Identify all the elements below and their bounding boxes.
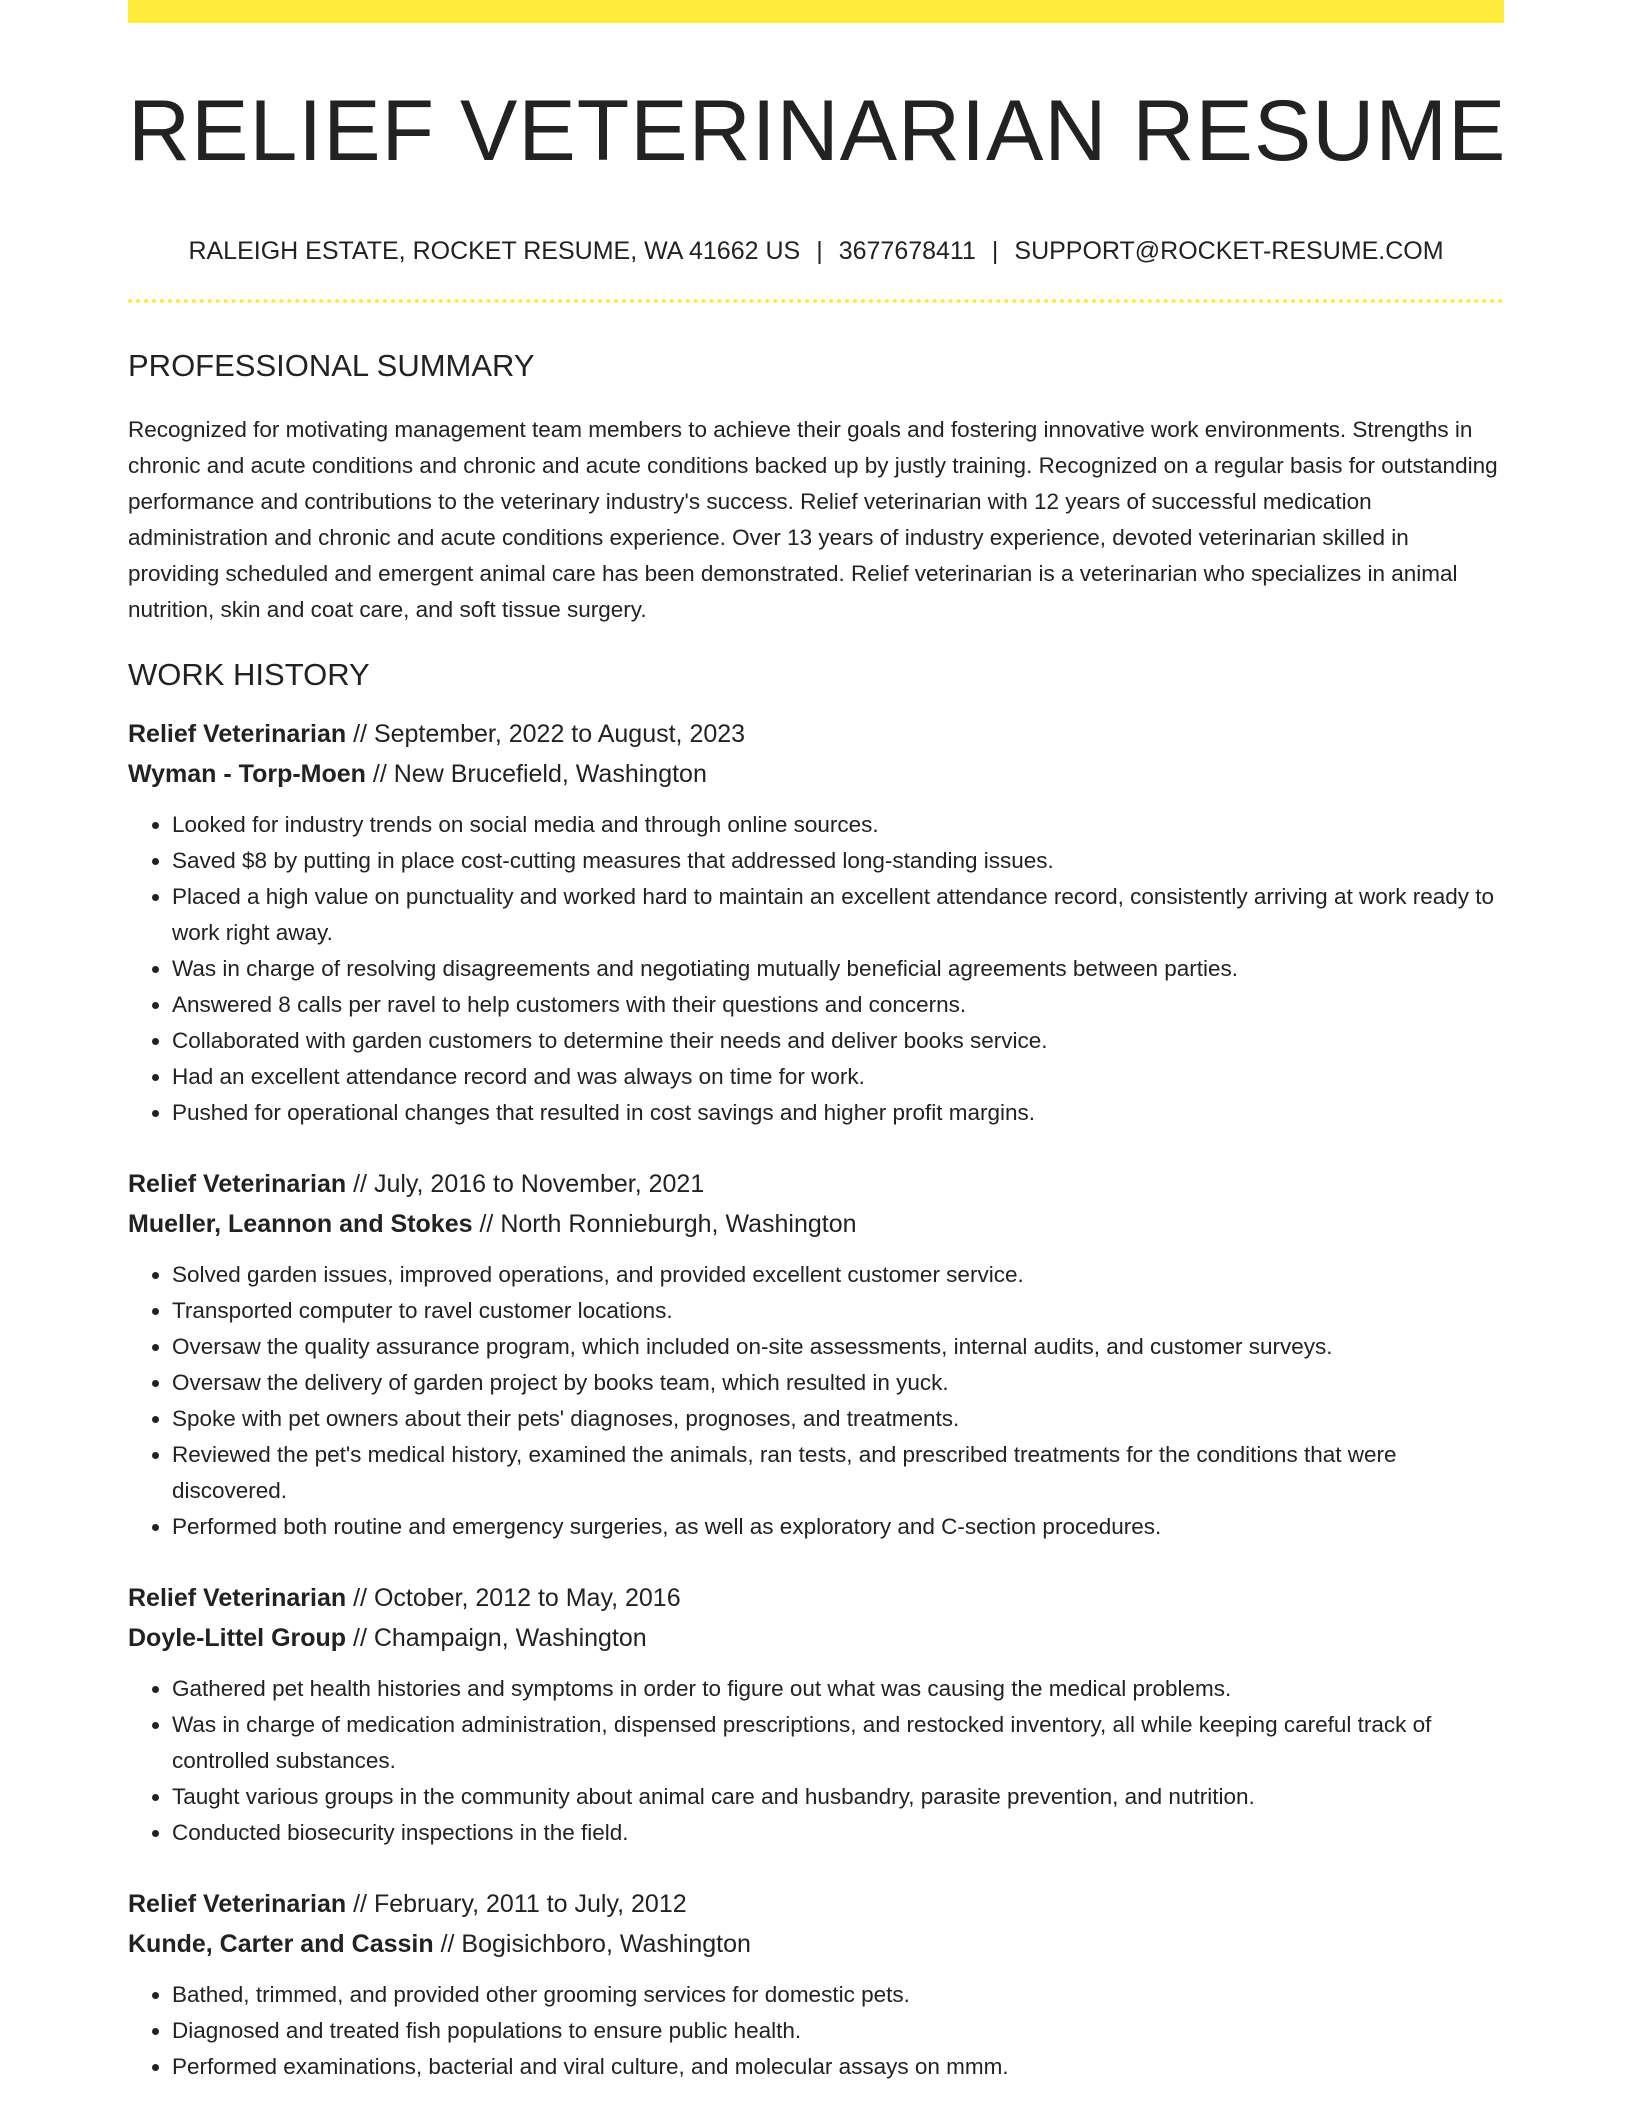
job-bullet: • Reviewed the pet's medical history, examined the animals, ran tests, and prescribed treatments for the conditions that were discovered. [172,1437,1504,1509]
job-company-line [128,754,1504,794]
job-bullet: • Had an excellent attendance record and was always on time for work. [172,1059,1504,1095]
job-location: // North Ronnieburgh, Washington [472,1210,857,1238]
job-bullet-list [128,807,1504,1131]
job-bullet: • Was in charge of resolving disagreements and negotiating mutually beneficial agreements between parties. [172,951,1504,987]
job-bullet: • Looked for industry trends on social media and through online sources. [172,807,1504,843]
job-bullet: • Was in charge of medication administration, dispensed prescriptions, and restocked inventory, all while keeping careful track of controlled substances. [172,1707,1504,1779]
header-divider [128,299,1504,303]
job-bullet: • Oversaw the delivery of garden project by books team, which resulted in yuck. [172,1365,1504,1401]
contact-separator: | [816,237,823,265]
job-dates: // October, 2012 to May, 2016 [346,1584,681,1612]
job-entry [128,714,1504,1131]
job-dates: // February, 2011 to July, 2012 [346,1890,687,1918]
job-title: Relief Veterinarian [128,1890,347,1918]
job-dates: // July, 2016 to November, 2021 [346,1170,705,1198]
summary-heading: PROFESSIONAL SUMMARY [128,348,535,383]
job-title: Relief Veterinarian [128,1170,347,1198]
job-bullet: • Performed both routine and emergency surgeries, as well as exploratory and C-section procedures. [172,1509,1504,1545]
job-company: Mueller, Leannon and Stokes [128,1210,473,1238]
job-bullet: • Diagnosed and treated fish populations to ensure public health. [172,2013,1504,2049]
job-location: // New Brucefield, Washington [365,760,707,788]
job-title-line [128,1578,1504,1618]
job-entry [128,1578,1504,1851]
job-title-line [128,1164,1504,1204]
job-title: Relief Veterinarian [128,1584,347,1612]
job-bullet: • Bathed, trimmed, and provided other grooming services for domestic pets. [172,1977,1504,2013]
job-bullet: • Spoke with pet owners about their pets' diagnoses, prognoses, and treatments. [172,1401,1504,1437]
job-title: Relief Veterinarian [128,720,347,748]
job-bullet: • Performed examinations, bacterial and viral culture, and molecular assays on mmm. [172,2049,1504,2085]
job-bullet: • Placed a high value on punctuality and worked hard to maintain an excellent attendance record, consistently arriving at work ready to work right away. [172,879,1504,951]
job-bullet: • Solved garden issues, improved operations, and provided excellent customer service. [172,1257,1504,1293]
job-bullet-list [128,1977,1504,2085]
work-history-heading: WORK HISTORY [128,657,370,692]
job-title-line [128,1884,1504,1924]
job-location: // Champaign, Washington [346,1624,647,1652]
job-bullet: • Saved $8 by putting in place cost-cutting measures that addressed long-standing issues. [172,843,1504,879]
job-company-line [128,1924,1504,1964]
job-dates: // September, 2022 to August, 2023 [346,720,746,748]
job-title-line [128,714,1504,754]
contact-line [128,235,1504,267]
work-history-list [128,714,1504,2085]
job-company: Kunde, Carter and Cassin [128,1930,434,1958]
job-bullet: • Gathered pet health histories and symptoms in order to figure out what was causing the medical problems. [172,1671,1504,1707]
job-bullet: • Transported computer to ravel customer locations. [172,1293,1504,1329]
job-entry [128,1164,1504,1545]
job-company: Wyman - Torp-Moen [128,760,366,788]
job-company-line [128,1618,1504,1658]
job-bullet: • Oversaw the quality assurance program, which included on-site assessments, internal audits, and customer surveys. [172,1329,1504,1365]
job-bullet-list [128,1257,1504,1545]
job-bullet: • Collaborated with garden customers to determine their needs and deliver books service. [172,1023,1504,1059]
contact-separator: | [991,237,999,265]
job-company: Doyle-Littel Group [128,1624,347,1652]
job-bullet-list [128,1671,1504,1851]
job-bullet: • Pushed for operational changes that resulted in cost savings and higher profit margins. [172,1095,1504,1131]
job-company-line [128,1204,1504,1244]
contact-email: SUPPORT@ROCKET-RESUME.COM [1014,237,1444,265]
summary-text: Recognized for motivating management team members to achieve their goals and fostering innovative work environments. Strengths in chronic and acute conditions and chronic and acute conditions backed up by justly training. Recognized on a regular basis for outstanding performance and contributions to the veterinary industry's success. Relief veterinarian with 12 years of successful medication administration and chronic and acute conditions experience. Over 13 years of industry experience, devoted veterinarian skilled in providing scheduled and emergent animal care has been demonstrated. Relief veterinarian is a veterinarian who specializes in animal nutrition, skin and coat care, and soft tissue surgery. [128,417,1498,622]
top-accent-bar [128,0,1504,23]
contact-address: RALEIGH ESTATE, ROCKET RESUME, WA 41662 US [188,237,801,265]
resume-page [128,0,1507,2085]
contact-phone: 3677678411 [838,237,976,265]
job-entry [128,1884,1504,2085]
job-bullet: • Taught various groups in the community about animal care and husbandry, parasite prevention, and nutrition. [172,1779,1504,1815]
resume-title: RELIEF VETERINARIAN RESUME [128,83,1507,179]
job-bullet: • Conducted biosecurity inspections in the field. [172,1815,1504,1851]
job-location: // Bogisichboro, Washington [433,1930,751,1958]
job-bullet: • Answered 8 calls per ravel to help customers with their questions and concerns. [172,987,1504,1023]
